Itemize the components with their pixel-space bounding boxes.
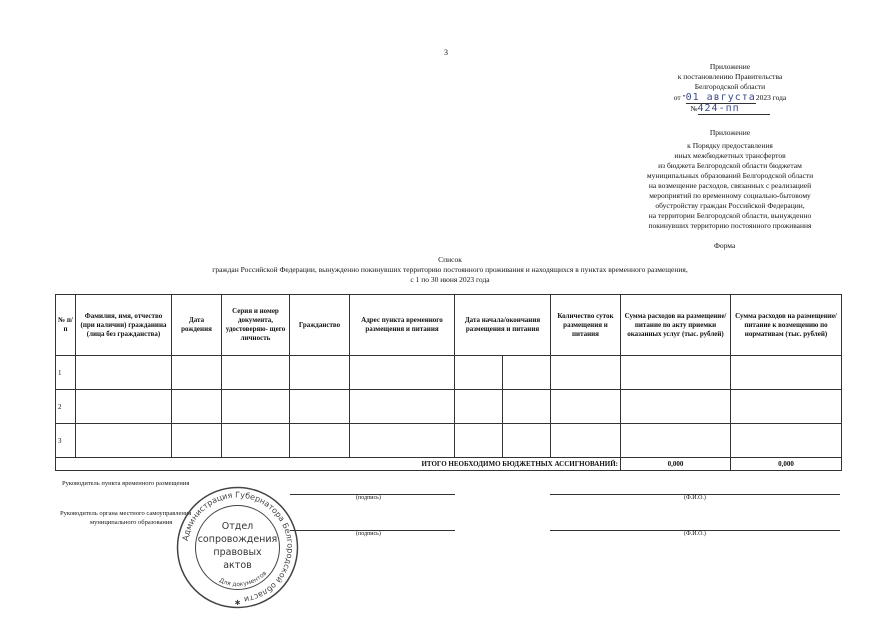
appendix-order-title: Приложение: [709, 128, 751, 137]
header-cell: Гражданство: [290, 295, 350, 356]
appendix-order-line: на территории Белгородской области, вынужденно: [648, 211, 812, 220]
row-number: 3: [56, 424, 76, 458]
stamp-center-line: актов: [223, 560, 252, 571]
table-cell: [76, 390, 172, 424]
total-sum-act: 0,000: [621, 458, 731, 471]
appendix-order-line: покинувших территорию постоянного проживания: [648, 221, 812, 230]
name-caption: (Ф.И.О.): [684, 495, 706, 501]
page-number: 3: [444, 48, 448, 57]
official-stamp: [175, 485, 300, 610]
appendix-order-line: обустройству граждан Российской Федерации,: [655, 201, 805, 210]
table-cell: [551, 390, 621, 424]
table-cell: [621, 424, 731, 458]
appendix-order-block: [600, 128, 860, 231]
appendix-order-line: мероприятий по временному социально-бытовому: [649, 191, 811, 200]
head-local-label: Руководитель органа местного самоуправления: [60, 510, 192, 517]
table-cell: [551, 356, 621, 390]
appendix-order-line: к Порядку предоставления: [687, 141, 773, 150]
table-cell: [551, 424, 621, 458]
header-cell: Серия и номер документа, удостоверяю- щего личность: [222, 295, 290, 356]
handwritten-date: 01 августа: [685, 92, 756, 103]
appendix-order-line: из бюджета Белгородской области бюджетам: [658, 161, 802, 170]
table-header-row: [56, 295, 842, 356]
table-cell: [172, 424, 222, 458]
table-row: [56, 356, 842, 390]
stamp-center-line: Отдел: [221, 521, 254, 532]
table-cell: [350, 424, 455, 458]
table-cell: [731, 356, 842, 390]
handwritten-number: 424-пп: [698, 104, 770, 115]
decree-date: от "01 августа2023 года: [673, 92, 787, 103]
table-cell: [731, 424, 842, 458]
stamp-ring-text: Администрация Губернатора Белгородской области: [180, 490, 295, 605]
table-cell: [455, 424, 503, 458]
table-cell: [222, 356, 290, 390]
table-cell: [503, 390, 551, 424]
header-cell: Сумма расходов на размещение/ питание к возмещению по нормативам (тыс. рублей): [731, 295, 842, 356]
appendix-order-line: на возмещение расходов, связанных с реализацией: [648, 181, 812, 190]
header-cell: Дата рождения: [172, 295, 222, 356]
table-cell: [76, 424, 172, 458]
table-cell: [503, 424, 551, 458]
header-cell: Сумма расходов на размещение/ питание по акту приемки оказанных услуг (тыс. рублей): [621, 295, 731, 356]
stamp-center-line: правовых: [213, 547, 262, 558]
table-cell: [621, 390, 731, 424]
head-point-label: Руководитель пункта временного размещения: [62, 480, 190, 487]
stamp-bottom-text: Для документов: [217, 569, 269, 589]
header-cell: Адрес пункта временного размещения и питания: [350, 295, 455, 356]
row-number: 1: [56, 356, 76, 390]
decree-number: №424-пп: [600, 104, 860, 115]
list-subtitle: граждан Российской Федерации, вынужденно покинувших территорию постоянного проживания и находящихся в пунктах временного размещения,: [212, 265, 688, 274]
table-cell: [76, 356, 172, 390]
list-period: с 1 по 30 июня 2023 года: [410, 275, 490, 284]
appendix-title: Приложение: [709, 62, 751, 71]
total-label: ИТОГО НЕОБХОДИМО БЮДЖЕТНЫХ АССИГНОВАНИЙ:: [56, 458, 621, 471]
citizens-table: [55, 294, 842, 471]
svg-text:Для документов: [218, 570, 268, 589]
table-cell: [350, 390, 455, 424]
stamp-center-line: сопровождения: [197, 534, 278, 545]
table-cell: [350, 356, 455, 390]
star-icon: ✱: [234, 599, 241, 607]
head-local-label-2: муниципального образования: [90, 519, 173, 526]
table-cell: [290, 424, 350, 458]
table-cell: [290, 356, 350, 390]
table-row: [56, 390, 842, 424]
appendix-decree-block: [600, 62, 860, 115]
appendix-line: Белгородской области: [694, 82, 766, 91]
table-cell: [455, 356, 503, 390]
row-number: 2: [56, 390, 76, 424]
table-cell: [172, 356, 222, 390]
table-cell: [172, 390, 222, 424]
table-cell: [455, 390, 503, 424]
table-cell: [290, 390, 350, 424]
list-title: Список: [438, 255, 462, 264]
header-cell: № п/п: [56, 295, 76, 356]
table-cell: [503, 356, 551, 390]
list-title-block: [150, 255, 750, 285]
table-cell: [621, 356, 731, 390]
appendix-order-line: муниципальных образований Белгородской области: [646, 171, 814, 180]
table-row: [56, 424, 842, 458]
header-cell: Количество суток размещения и питания: [551, 295, 621, 356]
total-row: [56, 458, 842, 471]
form-label: Форма: [714, 241, 736, 250]
table-cell: [222, 390, 290, 424]
name-caption: (Ф.И.О.): [684, 531, 706, 537]
signature-caption: (подпись): [356, 495, 381, 501]
header-cell: Дата начала/окончания размещения и питания: [455, 295, 551, 356]
stamp-seal-icon: [175, 485, 300, 610]
signature-caption: (подпись): [356, 531, 381, 537]
header-cell: Фамилия, имя, отчество (при наличии) гражданина (лица без гражданства): [76, 295, 172, 356]
total-sum-norm: 0,000: [731, 458, 842, 471]
table-cell: [222, 424, 290, 458]
table-cell: [731, 390, 842, 424]
appendix-order-line: иных межбюджетных трансфертов: [674, 151, 786, 160]
appendix-line: к постановлению Правительства: [677, 72, 783, 81]
